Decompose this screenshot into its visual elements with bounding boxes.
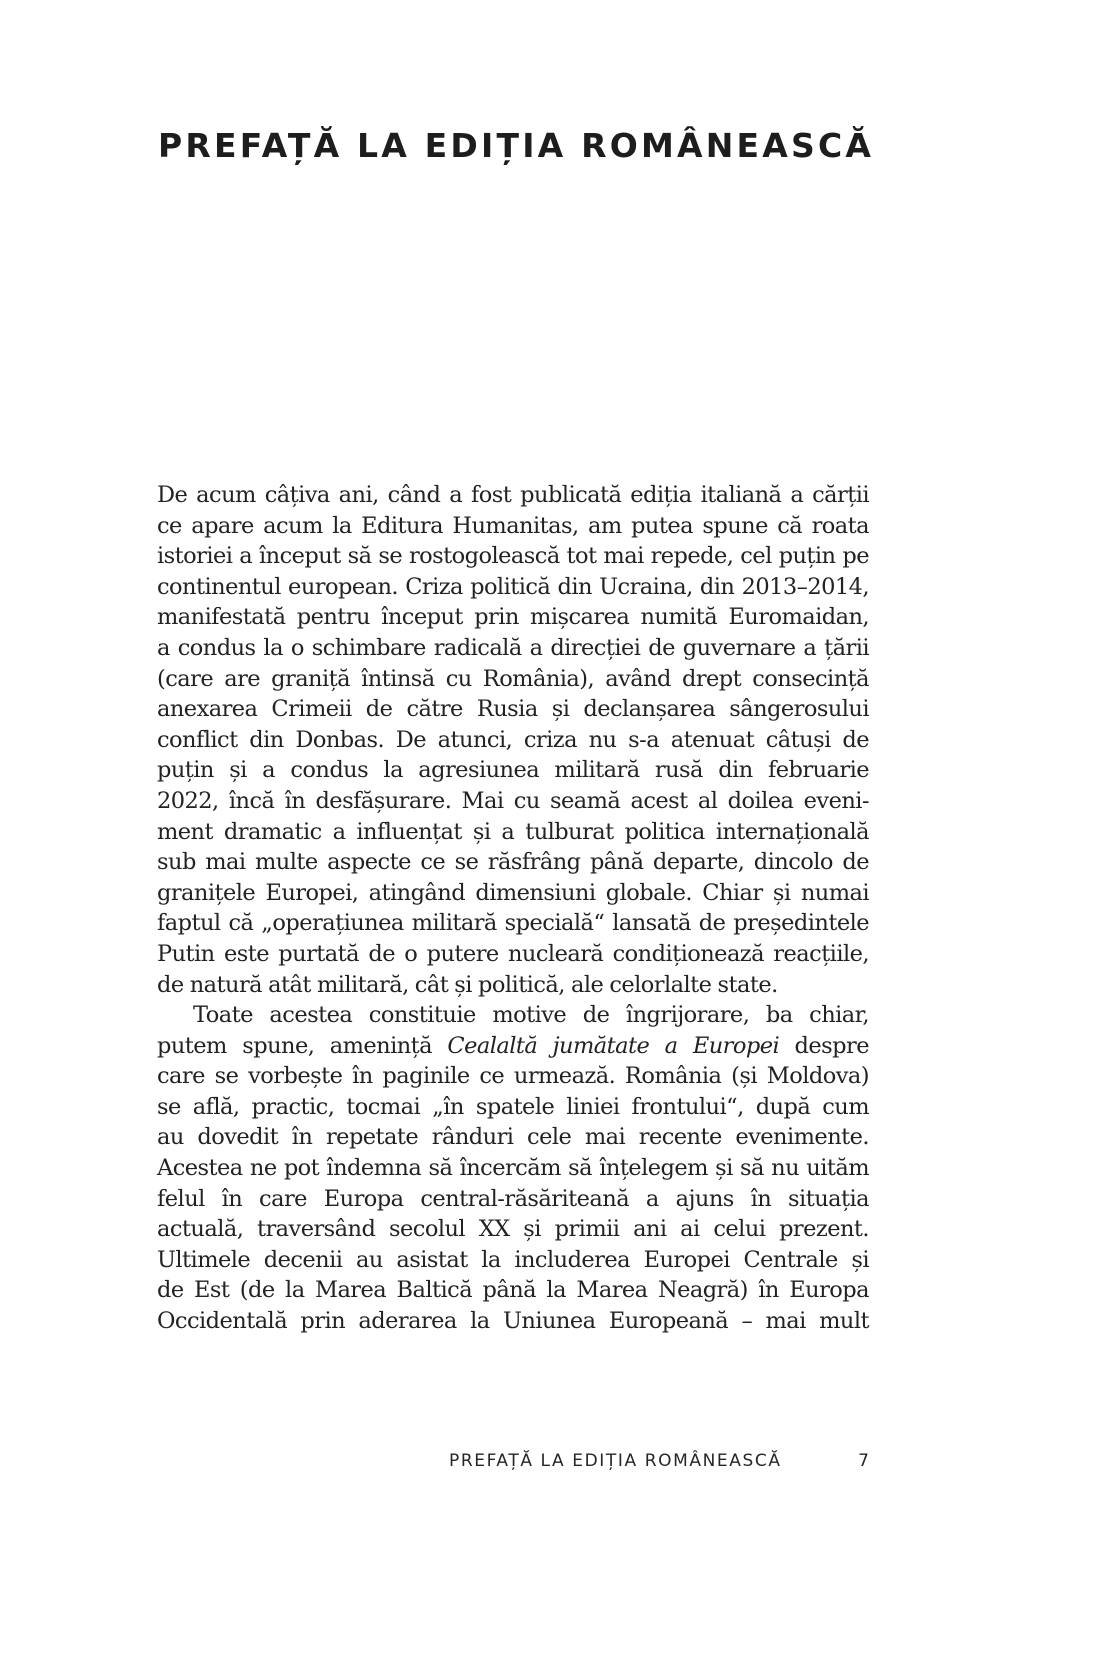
- text-line: anexarea Crimeii de către Rusia și declanșarea sângerosului: [157, 696, 869, 723]
- text-line: sub mai multe aspecte ce se răsfrâng până departe, dincolo de: [157, 849, 869, 876]
- text-line: Acestea ne pot îndemna să încercăm să înțelegem și să nu uităm: [157, 1155, 869, 1182]
- text-line: a condus la o schimbare radicală a direcției de guvernare a țării: [157, 634, 869, 661]
- text-line: au dovedit în repetate rânduri cele mai recente evenimente.: [157, 1124, 869, 1151]
- text-line: 2022, încă în desfășurare. Mai cu seamă acest al doilea eveni-: [157, 787, 869, 814]
- text-line-with-italic-title: [157, 1031, 869, 1062]
- text-line: conflict din Donbas. De atunci, criza nu s-a atenuat câtuși de: [157, 726, 869, 753]
- text-line: Toate acestea constituie motive de îngrijorare, ba chiar,: [193, 1002, 869, 1029]
- text-line: Ultimele decenii au asistat la includerea Europei Centrale și: [157, 1246, 869, 1273]
- text-line: Putin este purtată de o putere nucleară condiționează reacțiile,: [157, 940, 869, 967]
- text-line: faptul că „operațiunea militară specială“ lansată de președintele: [157, 910, 869, 937]
- text-line: ment dramatic a influențat și a tulburat politica internațională: [157, 818, 869, 845]
- text-line: Occidentală prin aderarea la Uniunea Europeană – mai mult: [157, 1308, 869, 1335]
- text-line: (care are graniță întinsă cu România), având drept consecință: [157, 665, 869, 692]
- text-line: de natură atât militară, cât și politică, ale celorlalte state.: [157, 971, 778, 998]
- text-line: ce apare acum la Editura Humanitas, am putea spune că roata: [157, 512, 869, 539]
- body-text: [157, 480, 869, 1337]
- text-line: istoriei a început să se rostogolească tot mai repede, cel puțin pe: [157, 543, 869, 570]
- text-line: De acum câțiva ani, când a fost publicată ediția italiană a cărții: [157, 482, 869, 508]
- text-line: se află, practic, tocmai „în spatele liniei frontului“, după cum: [157, 1093, 869, 1120]
- paragraph-2: [157, 1000, 869, 1337]
- text-line: actuală, traversând secolul XX și primii ani ai celui prezent.: [157, 1216, 869, 1243]
- text-fragment: putem spune, amenință: [157, 1032, 433, 1059]
- page-number: 7: [858, 1451, 869, 1471]
- text-line: continentul european. Criza politică din Ucraina, din 2013–2014,: [157, 573, 869, 600]
- paragraph-1: [157, 480, 869, 1000]
- running-head: PREFAȚĂ LA EDIȚIA ROMÂNEASCĂ: [449, 1451, 782, 1471]
- page-footer: [449, 1451, 869, 1479]
- text-line: felul în care Europa central-răsăriteană a ajuns în situația: [157, 1185, 869, 1212]
- text-line: puțin și a condus la agresiunea militară rusă din februarie: [157, 757, 869, 784]
- text-line: care se vorbește în paginile ce urmează. România (și Moldova): [157, 1063, 869, 1090]
- text-fragment: despre: [779, 1032, 869, 1059]
- book-title-italic: Cealaltă jumătate a Europei: [447, 1032, 780, 1059]
- text-line: de Est (de la Marea Baltică până la Marea Neagră) în Europa: [157, 1277, 869, 1304]
- text-line: manifestată pentru început prin mișcarea numită Euromaidan,: [157, 604, 869, 631]
- chapter-title: PREFAȚĂ LA EDIȚIA ROMÂNEASCĂ: [158, 126, 875, 165]
- text-line: granițele Europei, atingând dimensiuni globale. Chiar și numai: [157, 879, 869, 906]
